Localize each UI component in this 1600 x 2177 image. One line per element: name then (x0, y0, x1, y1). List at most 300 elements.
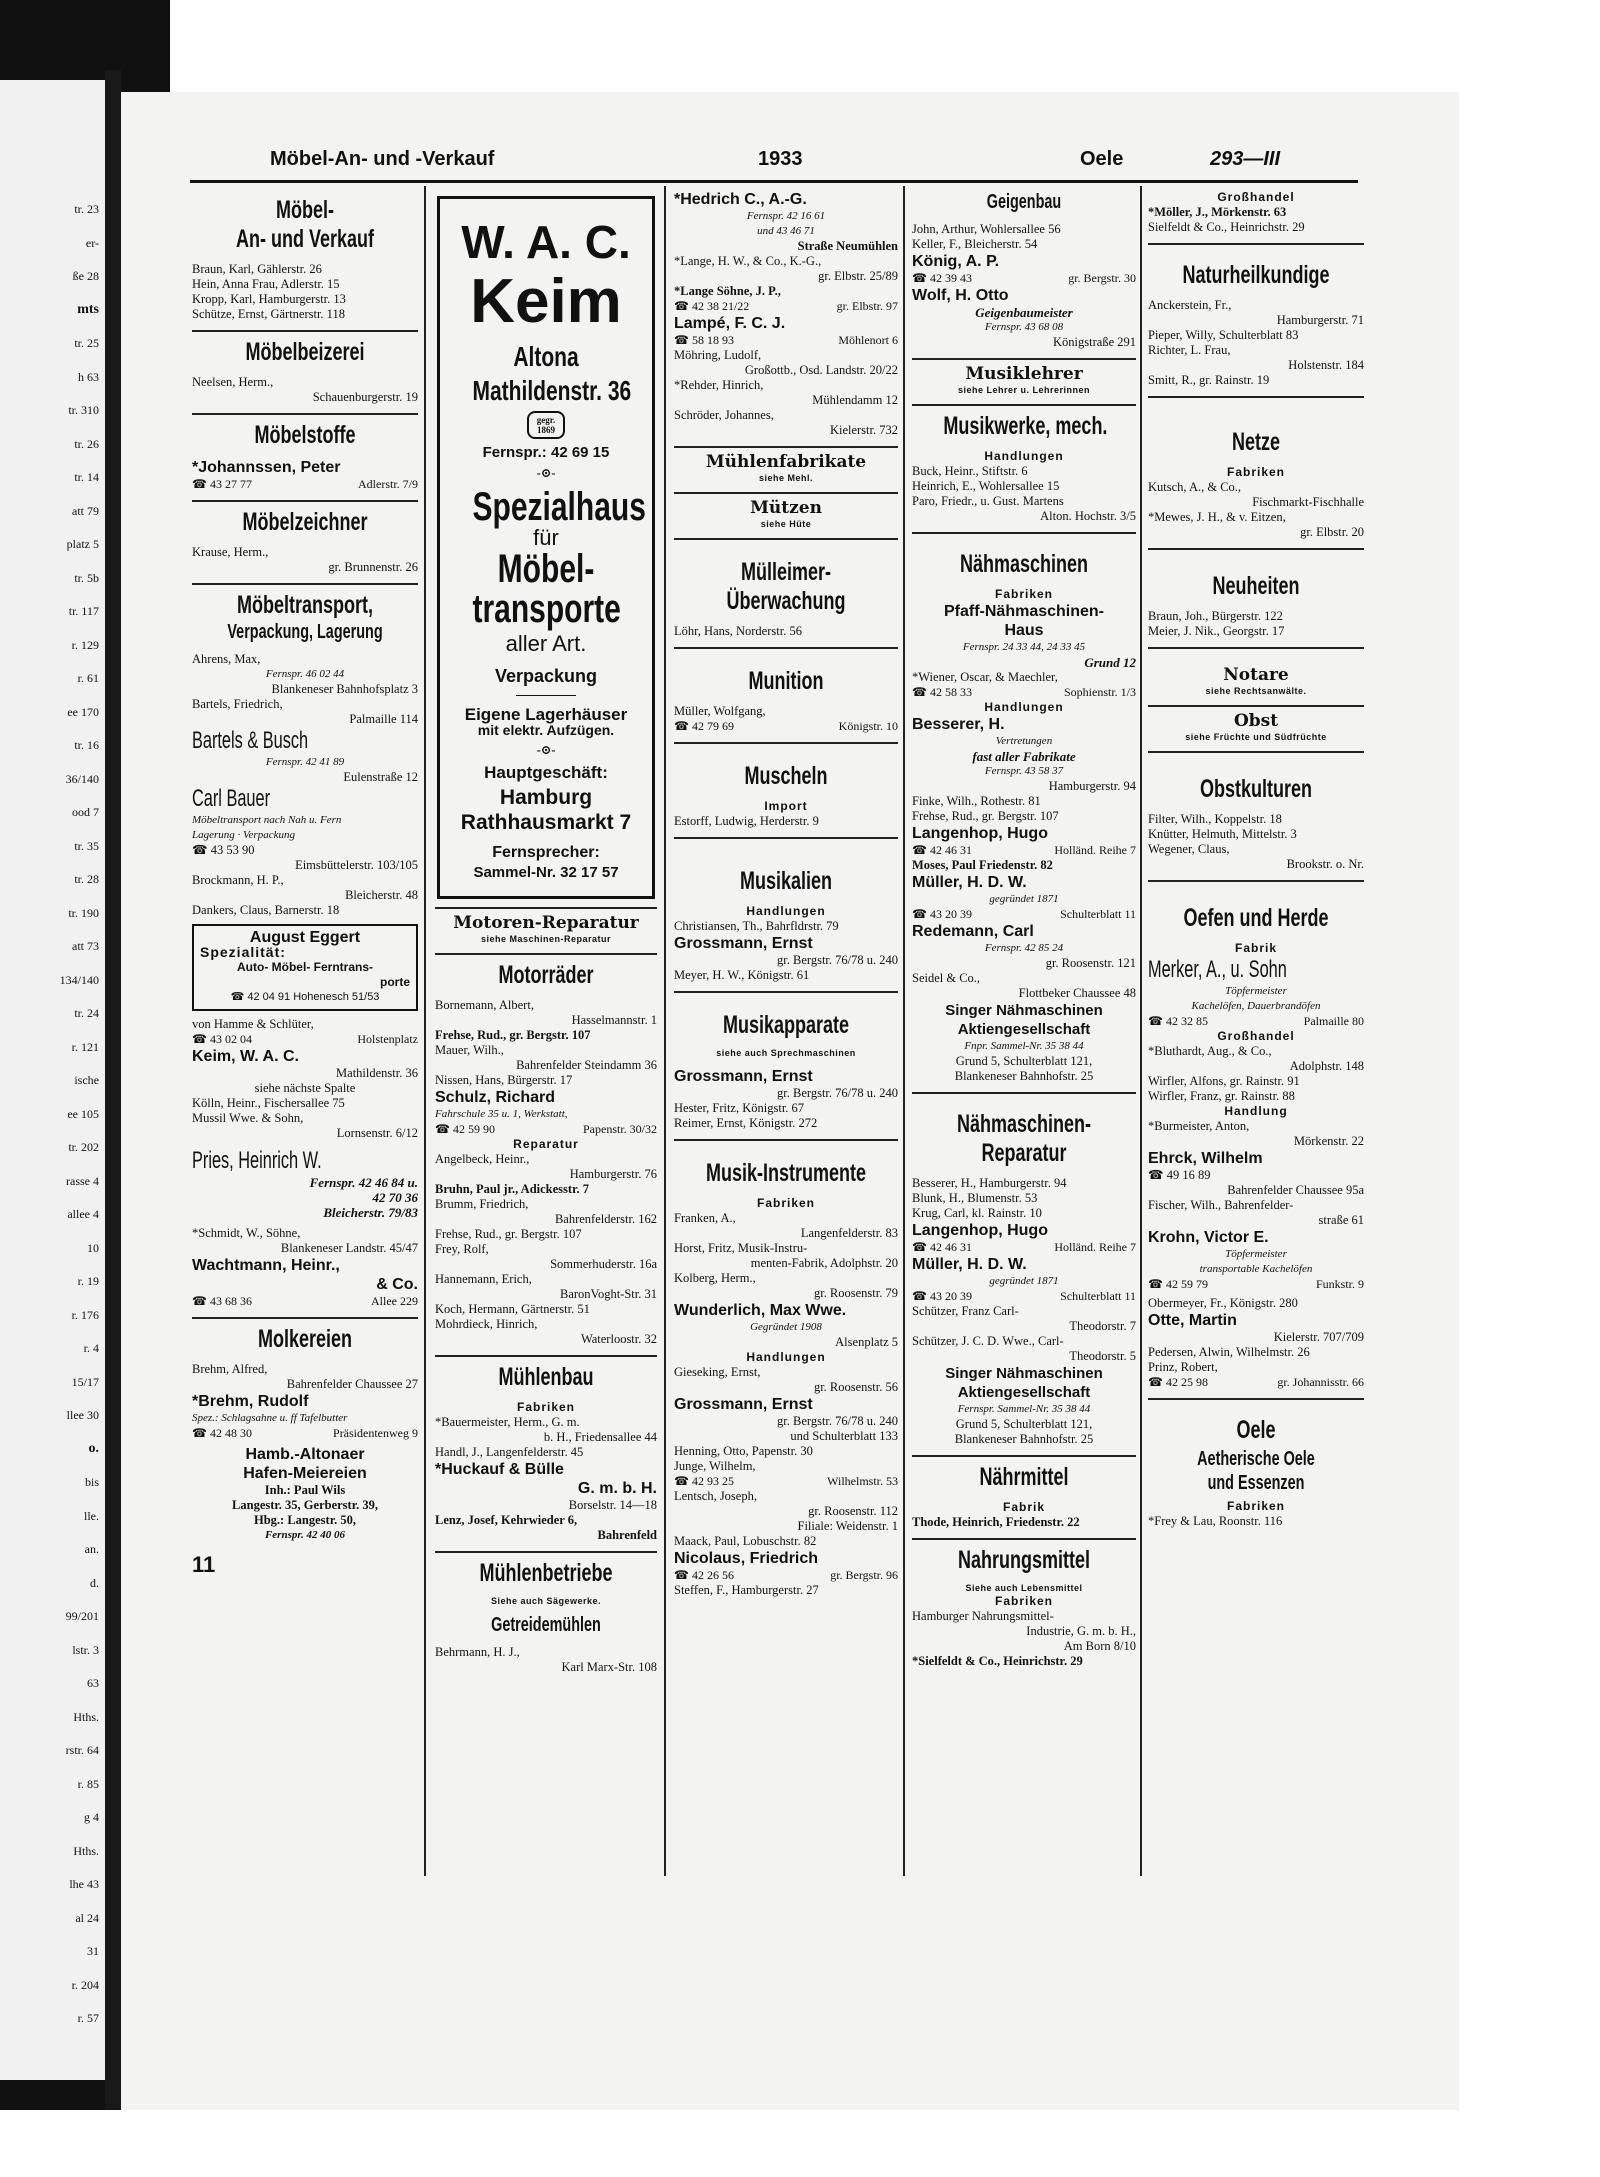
entry-note: fast aller Fabrikate (972, 749, 1076, 764)
list-item: *Wiener, Oscar, & Maechler, (912, 670, 1058, 684)
subsection-title: Fabriken (1226, 465, 1285, 479)
entry-phone: Fernspr. 24 33 44, 24 33 45 (962, 641, 1086, 653)
header-keyword: Oele (1080, 148, 1124, 170)
entry-name: Krohn, Victor E. (1148, 1229, 1269, 1246)
list-item: Müller, Wolfgang, (674, 704, 766, 718)
entry-address: Eulenstraße 12 (343, 770, 418, 784)
section-rule (674, 492, 898, 494)
subsection-title: Fabriken (516, 1400, 575, 1414)
entry-title: Töpfermeister (1225, 1248, 1287, 1260)
adjacent-page-text: ße 28 (72, 269, 99, 284)
section-rule (1148, 243, 1364, 245)
entry-name: Singer Nähmaschinen (945, 1365, 1103, 1382)
section-rule (674, 837, 898, 839)
adjacent-page-text: mts (77, 301, 99, 317)
adjacent-page-text: bis (84, 1475, 99, 1490)
entry-address: gr. Bergstr. 76/78 u. 240 (777, 1086, 898, 1100)
list-item: Gieseking, Ernst, gr. Roosenstr. 56 (674, 1365, 898, 1394)
cross-reference: siehe nächste Spalte (254, 1081, 356, 1095)
entry-name: Haus (1004, 622, 1044, 639)
advert-line: Spezialhaus (472, 485, 646, 529)
advert-line: Rathhausmarkt 7 (460, 811, 632, 834)
section-rule (435, 907, 657, 909)
section-rule (674, 647, 898, 649)
list-item: Seidel & Co., Flottbeker Chaussee 48 (912, 971, 1136, 1000)
list-item: *Schmidt, W., Söhne, Blankeneser Landstr. 45/47 (192, 1226, 418, 1255)
adjacent-page-text: tr. 5b (74, 570, 99, 585)
list-item: *Mewes, J. H., & v. Eitzen, gr. Elbstr. 20 (1148, 510, 1364, 539)
section-title: Mützen (750, 498, 822, 518)
advert-line: Eigene Lagerhäuser (464, 705, 628, 724)
adjacent-page-text: tr. 117 (68, 604, 99, 619)
section-rule (192, 413, 418, 415)
entry-phone-address: ☎ 42 26 56 gr. Bergstr. 96 (674, 1568, 898, 1582)
list-item: Meyer, H. W., Königstr. 61 (674, 968, 810, 982)
adjacent-page-text: 10 (87, 1240, 99, 1255)
advert-name: Carl Bauer (192, 785, 271, 812)
entry-address: gr. Bergstr. 76/78 u. 240 (777, 953, 898, 967)
entry-phone: 42 70 36 (372, 1190, 418, 1205)
entry-phone-address: ☎ 42 93 25 Wilhelmstr. 53 (674, 1474, 898, 1488)
entry-phone: Fernspr. 43 68 08 (984, 321, 1064, 333)
advert-rule (516, 695, 576, 696)
entry-address: Bahrenfelder Chaussee 95a (1227, 1183, 1364, 1197)
subsection-title: Fabrik (1002, 1500, 1045, 1514)
adjacent-page-text: att 73 (72, 939, 99, 954)
entry-name: Müller, H. D. W. (912, 1256, 1027, 1273)
subsection-title: Handlungen (746, 1350, 826, 1364)
adjacent-page-text: ische (74, 1073, 99, 1088)
cross-reference: Siehe auch Sägewerke. (490, 1596, 602, 1606)
entry-phone: Fnpr. Sammel-Nr. 35 38 44 (964, 1040, 1084, 1052)
entry-name: Nicolaus, Friedrich (674, 1550, 819, 1567)
cross-reference: siehe Hüte (760, 519, 812, 529)
list-item: Reimer, Ernst, Königstr. 272 (674, 1116, 818, 1130)
section-rule (435, 953, 657, 955)
entry-phone: Fernspr. Sammel-Nr. 35 38 44 (957, 1403, 1091, 1415)
adjacent-page-text: llee 30 (66, 1408, 99, 1423)
list-item: Hamburger Nahrungsmittel- Industrie, G. m. b. H., Am Born 8/10 (912, 1609, 1136, 1653)
entry-name: Langenhop, Hugo (912, 825, 1048, 842)
subsection-title: Fabriken (994, 1594, 1053, 1608)
adjacent-page-text: Hths. (73, 1709, 99, 1724)
section-title: Naturheilkundige (1182, 261, 1330, 289)
list-item: Paro, Friedr., u. Gust. Martens Alton. Hochstr. 3/5 (912, 494, 1136, 523)
section-subtitle: Aetherische Oele (1197, 1448, 1315, 1470)
advert-ornament: -⊙- (536, 743, 556, 757)
column-divider (1140, 186, 1142, 1876)
entry-phone: und 43 46 71 (757, 225, 815, 237)
entry-address: Straße Neumühlen (797, 239, 898, 253)
entry-name: Wolf, H. Otto (912, 287, 1009, 304)
entry-phone-address: ☎ 43 20 39 Schulterblatt 11 (912, 1289, 1136, 1303)
section-title: Nahrungsmittel (957, 1546, 1091, 1574)
list-item: Löhr, Hans, Norderstr. 56 (674, 624, 802, 638)
entry-phone-address: ☎ 42 46 31 Holländ. Reihe 7 (912, 1240, 1136, 1254)
advert-line: mit elektr. Aufzügen. (477, 722, 615, 738)
advert-ornament: -⊙- (536, 466, 556, 480)
list-item: *Möller, J., Mörkenstr. 63 (1148, 205, 1287, 219)
entry-address: und Schulterblatt 133 (790, 1429, 898, 1443)
entry-name: Singer Nähmaschinen (945, 1002, 1103, 1019)
section-title: Netze (1231, 428, 1281, 456)
adjacent-page-text: r. 85 (77, 1776, 99, 1791)
column-divider (903, 186, 905, 1876)
section-title: Motorräder (498, 961, 594, 989)
list-item: Richter, L. Frau, Holstenstr. 184 (1148, 343, 1364, 372)
entry-address: Blankeneser Bahnhofstr. 25 (954, 1069, 1094, 1083)
advert-name: Merker, A., u. Sohn (1148, 956, 1287, 983)
advert-line: Verpackung (494, 666, 598, 686)
subsection-title: Fabrik (1234, 941, 1277, 955)
column-2 (435, 190, 657, 1675)
entry-address: gr. Bergstr. 76/78 u. 240 (777, 1414, 898, 1428)
adjacent-page-text: 31 (87, 1944, 99, 1959)
adjacent-page-text: r. 204 (71, 1977, 99, 1992)
entry-phone-address: ☎ 42 25 98 gr. Johannisstr. 66 (1148, 1375, 1364, 1389)
list-item: Kutsch, A., & Co., Fischmarkt-Fischhalle (1148, 480, 1364, 509)
page-header (190, 148, 1360, 176)
entry-phone: Fernspr. 42 85 24 (984, 942, 1064, 954)
list-item: Mussil Wwe. & Sohn, Lornsenstr. 6/12 (192, 1111, 418, 1140)
entry-address: Bleicherstr. 79/83 (323, 1205, 418, 1220)
list-item: Filter, Wilh., Koppelstr. 18 (1148, 812, 1282, 826)
subsection-title: Handlungen (984, 449, 1064, 463)
list-item: Braun, Karl, Gählerstr. 26 (192, 262, 322, 276)
column-4 (912, 190, 1136, 1669)
adjacent-page-text: tr. 28 (74, 872, 99, 887)
cross-reference: Siehe auch Lebensmittel (965, 1583, 1083, 1593)
section-title: Möbeltransport, (236, 591, 374, 619)
section-title: Obstkulturen (1199, 775, 1313, 803)
section-rule (674, 538, 898, 540)
list-item: Frey, Rolf, Sommerhuderstr. 16a (435, 1242, 657, 1271)
adjacent-page-text: rstr. 64 (65, 1743, 99, 1758)
section-title: Nähmaschinen- Reparatur (956, 1110, 1092, 1167)
advert-line: Hamburg (499, 786, 593, 809)
list-item: Knütter, Helmuth, Mittelstr. 3 (1148, 827, 1297, 841)
entry-phone-address: ☎ 42 59 79 Funkstr. 9 (1148, 1277, 1364, 1291)
entry-name: Schulz, Richard (435, 1089, 556, 1106)
advert-line: W. A. C. (461, 216, 631, 268)
list-item: Bartels, Friedrich, Palmaille 114 (192, 697, 418, 726)
entry-phone-address: ☎ 58 18 93 Möhlenort 6 (674, 333, 898, 347)
scan-margin-bottom (0, 2110, 1600, 2177)
adjacent-page-text: r. 176 (71, 1307, 99, 1322)
adjacent-page-text: 134/140 (59, 972, 99, 987)
entry-name: Keim, W. A. C. (192, 1048, 299, 1065)
section-rule (435, 1355, 657, 1357)
section-rule (192, 330, 418, 332)
list-item: Schützer, Franz Carl- Theodorstr. 7 (912, 1304, 1136, 1333)
cross-reference: siehe Früchte und Südfrüchte (1185, 732, 1327, 742)
adjacent-page-text: tr. 35 (74, 838, 99, 853)
subsection-title: Großhandel (1217, 1029, 1295, 1043)
list-item: Fischer, Wilh., Bahrenfelder- straße 61 (1148, 1198, 1364, 1227)
list-item: Blunk, H., Blumenstr. 53 (912, 1191, 1038, 1205)
section-rule (1148, 647, 1364, 649)
entry-name: König, A. P. (912, 253, 1000, 270)
section-title: Möbel- An- und Verkauf (235, 196, 375, 253)
adjacent-page-text: 15/17 (71, 1374, 99, 1389)
list-item: Brumm, Friedrich, Bahrenfelderstr. 162 (435, 1197, 657, 1226)
entry-address: Grund 12 (1084, 655, 1136, 670)
adjacent-page-text: lle. (84, 1508, 99, 1523)
entry-phone: Fernspr. 42 40 06 (264, 1529, 346, 1541)
adjacent-page-text: tr. 24 (74, 1006, 99, 1021)
list-item: *Bauermeister, Herm., G. m. b. H., Friedensallee 44 (435, 1415, 657, 1444)
list-item: Sielfeldt & Co., Heinrichstr. 29 (1148, 220, 1305, 234)
section-title: Möbelzeichner (242, 508, 368, 536)
section-rule (912, 1092, 1136, 1094)
entry-founded: Gegründet 1908 (750, 1321, 822, 1333)
adjacent-page-text: tr. 26 (74, 436, 99, 451)
list-item: Schützer, J. C. D. Wwe., Carl- Theodorstr. 5 (912, 1334, 1136, 1363)
list-item: Lentsch, Joseph, gr. Roosenstr. 112 Filiale: Weidenstr. 1 (674, 1489, 898, 1533)
adjacent-page-text: ee 170 (67, 704, 99, 719)
entry-address: Grund 5, Schulterblatt 121, (955, 1054, 1093, 1068)
section-title: Mühlenbetriebe (479, 1559, 613, 1587)
section-rule (674, 446, 898, 448)
list-item: Möhring, Ludolf, Großottb., Osd. Landstr. 20/22 (674, 348, 898, 377)
list-item: Krug, Carl, kl. Rainstr. 10 (912, 1206, 1042, 1220)
list-item: Mauer, Wilh., Bahrenfelder Steindamm 36 (435, 1043, 657, 1072)
entry-phone-address: ☎ 43 68 36 Allee 229 (192, 1294, 418, 1308)
entry-phone-address: ☎ 42 59 90 Papenstr. 30/32 (435, 1122, 657, 1136)
entry-name: *Johannssen, Peter (192, 459, 341, 476)
list-item: Hannemann, Erich, BaronVoght-Str. 31 (435, 1272, 657, 1301)
adjacent-page-text: an. (84, 1542, 99, 1557)
signature-mark: 11 (192, 1552, 216, 1577)
list-item: Estorff, Ludwig, Herderstr. 9 (674, 814, 819, 828)
advert-line: für (533, 525, 559, 550)
list-item: Meier, J. Nik., Georgstr. 17 (1148, 624, 1285, 638)
list-item: Frehse, Rud., gr. Bergstr. 107 (912, 809, 1059, 823)
entry-title: Geigenbaumeister (975, 305, 1073, 320)
entry-speciality: Fahrschule 35 u. 1, Werkstatt, (435, 1108, 568, 1120)
adjacent-page-text: tr. 202 (68, 1140, 99, 1155)
list-item: Maack, Paul, Lobuschstr. 82 (674, 1534, 817, 1548)
list-item: Braun, Joh., Bürgerstr. 122 (1148, 609, 1283, 623)
adjacent-page-text: er- (85, 235, 99, 250)
list-item: Mohrdieck, Hinrich, Waterloostr. 32 (435, 1317, 657, 1346)
cross-reference: siehe Mehl. (758, 473, 813, 483)
entry-phone-address: ☎ 42 38 21/22 gr. Elbstr. 97 (674, 299, 898, 313)
list-item: Lenz, Josef, Kehrwieder 6, Bahrenfeld (435, 1513, 657, 1542)
adjacent-page-text: tr. 14 (74, 470, 99, 485)
section-title: Mühlenfabrikate (705, 452, 867, 472)
entry-name: Müller, H. D. W. (912, 874, 1027, 891)
entry-speciality: Kachelöfen, Dauerbrandöfen (1191, 1000, 1321, 1012)
section-rule (674, 742, 898, 744)
section-title: Munition (748, 667, 824, 695)
entry-name: Ehrck, Wilhelm (1148, 1150, 1263, 1167)
entry-phone-address: ☎ 42 32 85 Palmaille 80 (1148, 1014, 1364, 1028)
subsection-title: Fabriken (756, 1196, 815, 1210)
entry-phone-address: ☎ 42 79 69 Königstr. 10 (674, 719, 898, 733)
adjacent-page-text: Hths. (73, 1843, 99, 1858)
list-item: Brehm, Alfred, Bahrenfelder Chaussee 27 (192, 1362, 418, 1391)
advert-line: Altona (513, 341, 579, 372)
adjacent-page-text: tr. 23 (74, 202, 99, 216)
advert-name: Pries, Heinrich W. (192, 1147, 322, 1174)
entry-address: Hamburgerstr. 94 (1048, 779, 1136, 793)
list-item: Finke, Wilh., Rothestr. 81 (912, 794, 1041, 808)
list-item: Nissen, Hans, Bürgerstr. 17 (435, 1073, 573, 1087)
section-rule (1148, 396, 1364, 398)
list-item: Bruhn, Paul jr., Adickesstr. 7 (435, 1182, 589, 1196)
entry-owner: Inh.: Paul Wils (264, 1483, 346, 1497)
section-title: Musikalien (739, 867, 833, 895)
section-rule (435, 1551, 657, 1553)
adjacent-page-text: ee 105 (67, 1106, 99, 1121)
adjacent-page-text: al 24 (75, 1910, 99, 1925)
advert-box: August Eggert Spezialität: Auto- Möbel- Ferntrans- porte ☎ 42 04 91 Hohenesch 51/53 (192, 924, 418, 1011)
column-3 (674, 190, 898, 1598)
entry-phone: Fernspr. 42 46 84 u. (309, 1175, 418, 1190)
section-title: Oefen und Herde (1183, 904, 1329, 932)
section-title: Oele (1236, 1416, 1276, 1444)
cross-reference: siehe Maschinen-Reparatur (480, 934, 612, 944)
entry-phone: Fernspr. 42 16 61 (746, 210, 826, 222)
entry-address: Mathildenstr. 36 (336, 1066, 418, 1080)
section-title: Nähmaschinen (959, 550, 1089, 578)
list-item: Moses, Paul Friedenstr. 82 (912, 858, 1053, 872)
list-item: Wirfler, Franz, gr. Rainstr. 88 (1148, 1089, 1295, 1103)
subsection-title: Reparatur (513, 1137, 579, 1151)
list-item: von Hamme & Schlüter, ☎ 43 02 04 Holstenplatz (192, 1017, 418, 1046)
adjacent-page-text: 63 (87, 1676, 99, 1691)
adjacent-page-text: r. 61 (77, 671, 99, 686)
list-item: Wegener, Claus, Brookstr. o. Nr. (1148, 842, 1364, 871)
advert-description: Möbeltransport nach Nah u. Fern Lagerung · Verpackung (192, 814, 342, 841)
entry-phone: ☎ 49 16 89 (1148, 1168, 1211, 1182)
section-rule (674, 991, 898, 993)
list-item: Buck, Heinr., Stiftstr. 6 (912, 464, 1028, 478)
entry-name: & Co. (376, 1276, 418, 1293)
list-item: *Frey & Lau, Roonstr. 116 (1148, 1514, 1283, 1528)
entry-name: *Hedrich C., A.-G. (674, 191, 807, 208)
adjacent-page-text: allee 4 (67, 1207, 99, 1222)
adjacent-page-text: r. 57 (77, 2011, 99, 2026)
section-subtitle: Verpackung, Lagerung (227, 621, 383, 643)
cross-reference: siehe auch Sprechmaschinen (716, 1048, 856, 1058)
entry-name: Wunderlich, Max Wwe. (674, 1302, 847, 1319)
column-5 (1148, 190, 1364, 1529)
adjacent-page-text: rasse 4 (66, 1173, 99, 1188)
list-item: Heinrich, E., Wohlersallee 15 (912, 479, 1060, 493)
list-item: Smitt, R., gr. Rainstr. 19 (1148, 373, 1270, 387)
header-section: Möbel-An- und -Verkauf (270, 148, 495, 170)
header-page-number: 293—III (1210, 148, 1281, 170)
entry-address: gr. Roosenstr. 121 (1045, 956, 1136, 970)
section-title: Molkereien (257, 1325, 353, 1353)
section-subtitle: und Essenzen (1207, 1472, 1305, 1494)
entry-name: Hamb.-Altonaer (245, 1446, 365, 1463)
adjacent-page-text: tr. 190 (68, 905, 99, 920)
entry-address: Alsenplatz 5 (835, 1335, 898, 1349)
entry-phone-address: ☎ 43 20 39 Schulterblatt 11 (912, 907, 1136, 921)
keim-advert-box (437, 196, 655, 899)
column-divider (664, 186, 666, 1876)
header-rule (190, 180, 1358, 183)
entry-speciality: Spez.: Schlagsahne u. ff Tafelbutter (192, 1412, 348, 1424)
adjacent-page-text: tr. 310 (68, 403, 99, 418)
entry-name: Besserer, H. (912, 716, 1005, 733)
list-item: Hester, Fritz, Königstr. 67 (674, 1101, 805, 1115)
entry-title: Töpfermeister (1225, 985, 1287, 997)
list-item: Pieper, Willy, Schulterblatt 83 (1148, 328, 1299, 342)
adjacent-page-text: h 63 (78, 369, 99, 384)
adjacent-page-text: 36/140 (65, 771, 99, 786)
list-item: John, Arthur, Wohlersallee 56 (912, 222, 1061, 236)
entry-phone: Fernspr. 43 58 37 (984, 765, 1064, 777)
advert-phone: Fernspr.: 42 69 15 (482, 444, 610, 461)
advert-line: Hauptgeschäft: (484, 763, 608, 782)
adjacent-page-text: lhe 43 (69, 1877, 99, 1892)
entry-address: Borselstr. 14—18 (568, 1498, 657, 1512)
section-title: Notare (1223, 665, 1289, 685)
cross-reference: siehe Rechtsanwälte. (1205, 686, 1307, 696)
list-item: Pedersen, Alwin, Wilhelmstr. 26 (1148, 1345, 1310, 1359)
advert-line: Möbel- (497, 547, 595, 591)
list-item: Thode, Heinrich, Friedenstr. 22 (912, 1515, 1080, 1529)
entry-name: G. m. b. H. (577, 1480, 657, 1497)
section-title: Muscheln (744, 762, 828, 790)
list-item: Keller, F., Bleicherstr. 54 (912, 237, 1038, 251)
section-rule (912, 532, 1136, 534)
list-item: Kolberg, Herm., gr. Roosenstr. 79 (674, 1271, 898, 1300)
entry-phone-address: ☎ 42 58 33 Sophienstr. 1/3 (912, 685, 1136, 699)
cross-reference: siehe Lehrer u. Lehrerinnen (957, 385, 1091, 395)
list-item: Hein, Anna Frau, Adlerstr. 15 (192, 277, 340, 291)
advert-line: Mathildenstr. 36 (472, 375, 632, 406)
advert-line: aller Art. (505, 631, 587, 656)
section-title: Geigenbau (986, 191, 1062, 213)
advert-name: Bartels & Busch (192, 727, 309, 754)
list-item: Krause, Herm., gr. Brunnenstr. 26 (192, 545, 418, 574)
list-item: Angelbeck, Heinr., Hamburgerstr. 76 (435, 1152, 657, 1181)
adjacent-page-text: ood 7 (72, 805, 99, 820)
list-item: Neelsen, Herm., Schauenburgerstr. 19 (192, 375, 418, 404)
section-title: Musik-Instrumente (705, 1159, 867, 1187)
list-item: Behrmann, H. J., Karl Marx-Str. 108 (435, 1645, 657, 1674)
section-title: Mülleimer- Überwachung (726, 558, 846, 615)
entry-name: Pfaff-Nähmaschinen- (943, 603, 1105, 620)
subsection-title: Handlungen (746, 904, 826, 918)
list-item: Handl, J., Langenfelderstr. 45 (435, 1445, 584, 1459)
list-item: *Rehder, Hinrich, Mühlendamm 12 (674, 378, 898, 407)
entry-name: Lampé, F. C. J. (674, 315, 786, 332)
list-item: Junge, Wilhelm, (674, 1459, 756, 1473)
section-rule (1148, 880, 1364, 882)
section-rule (912, 1455, 1136, 1457)
list-item: Wirfler, Alfons, gr. Rainstr. 91 (1148, 1074, 1300, 1088)
advert-line: Keim (470, 267, 622, 336)
entry-name: Hafen-Meiereien (243, 1465, 367, 1482)
section-rule (912, 404, 1136, 406)
entry-speciality: transportable Kachelöfen (1199, 1263, 1313, 1275)
adjacent-page-text: r. 129 (71, 637, 99, 652)
list-item: Bornemann, Albert, Hasselmannstr. 1 (435, 998, 657, 1027)
advert-line: Fernsprecher: (492, 844, 600, 861)
list-item: Christiansen, Th., Bahrfldrstr. 79 (674, 919, 839, 933)
subsection-title: Fabriken (1226, 1499, 1285, 1513)
list-item: *Lange Söhne, J. P., (674, 284, 781, 298)
list-item: *Lange, H. W., & Co., K.-G., gr. Elbstr. 25/89 (674, 254, 898, 283)
subsection-title: Fabriken (994, 587, 1053, 601)
list-item: *Sielfeldt & Co., Heinrichstr. 29 (912, 1654, 1083, 1668)
